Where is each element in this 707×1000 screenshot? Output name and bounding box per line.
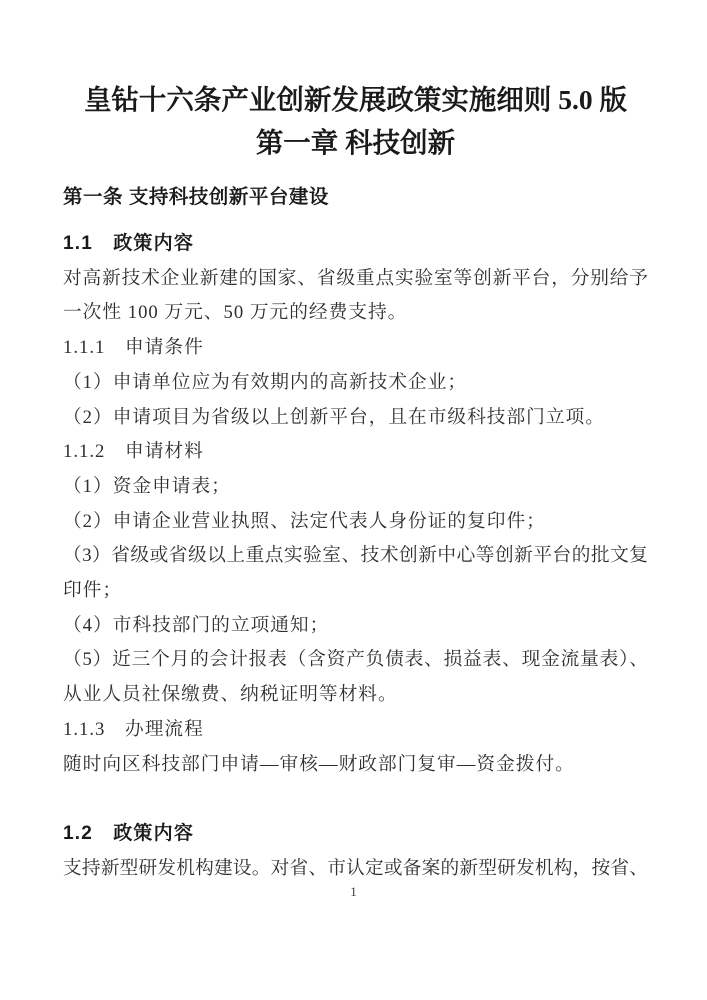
condition-item-2: （2）申请项目为省级以上创新平台，且在市级科技部门立项。 bbox=[63, 406, 605, 428]
material-item-5-line-1: （5）近三个月的会计报表（含资产负债表、损益表、现金流量表）、 bbox=[63, 649, 648, 671]
document-title-line1: 皇钻十六条产业创新发展政策实施细则 5.0 版 bbox=[83, 84, 628, 115]
material-item-2: （2）申请企业营业执照、法定代表人身份证的复印件； bbox=[63, 510, 546, 532]
process-flow-line: 随时向区科技部门申请—审核—财政部门复审—资金拨付。 bbox=[63, 753, 575, 775]
policy-1-1-line-1: 对高新技术企业新建的国家、省级重点实验室等创新平台，分别给予 bbox=[63, 267, 648, 289]
page-number: 1 bbox=[350, 884, 357, 899]
material-item-1: （1）资金申请表； bbox=[63, 475, 231, 497]
section-1-2-heading: 1.2 政策内容 bbox=[63, 822, 195, 844]
document-content bbox=[63, 78, 648, 886]
section-1-1-2-heading: 1.1.2 申请材料 bbox=[63, 441, 204, 463]
material-item-3-line-2: 印件； bbox=[63, 580, 123, 602]
article-1-heading: 第一条 支持科技创新平台建设 bbox=[63, 186, 329, 208]
section-1-1-1-heading: 1.1.1 申请条件 bbox=[63, 337, 204, 359]
document-lines bbox=[63, 227, 648, 886]
section-1-1-3-heading: 1.1.3 办理流程 bbox=[63, 718, 204, 740]
condition-item-1: （1）申请单位应为有效期内的高新技术企业； bbox=[63, 371, 468, 393]
material-item-3-line-1: （3）省级或省级以上重点实验室、技术创新中心等创新平台的批文复 bbox=[63, 545, 648, 567]
material-item-5-line-2: 从业人员社保缴费、纳税证明等材料。 bbox=[63, 684, 398, 706]
section-1-1-heading: 1.1 政策内容 bbox=[63, 233, 195, 254]
document-title-line2: 第一章 科技创新 bbox=[255, 127, 456, 158]
policy-1-2-line-1: 支持新型研发机构建设。对省、市认定或备案的新型研发机构，按省、 bbox=[63, 857, 648, 879]
material-item-4: （4）市科技部门的立项通知； bbox=[63, 614, 330, 636]
policy-1-1-line-2: 一次性 100 万元、50 万元的经费支持。 bbox=[63, 302, 408, 324]
